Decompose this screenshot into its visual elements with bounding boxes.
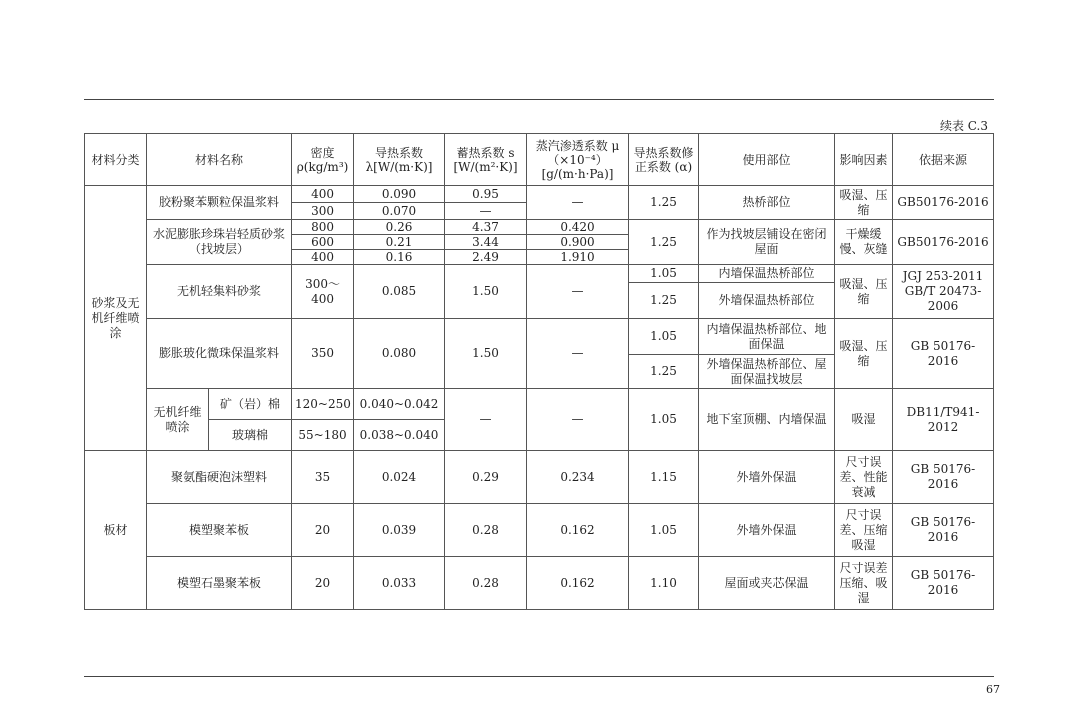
correction-cell: 1.05 [629,389,699,451]
table-row [85,265,994,283]
correction-cell: 1.10 [629,557,699,610]
density-cell: 600 [292,235,354,250]
header-usage: 使用部位 [699,134,835,186]
conductivity-cell: 0.090 [354,186,445,203]
source-cell: GB 50176-2016 [893,504,994,557]
correction-cell: 1.25 [629,283,699,319]
correction-cell: 1.25 [629,355,699,389]
vapor-cell: — [527,319,629,389]
density-cell: 120~250 [292,389,354,420]
source-cell: GB50176-2016 [893,220,994,265]
source-cell: GB50176-2016 [893,186,994,220]
bottom-rule [84,676,994,677]
heat-storage-cell: 1.50 [445,319,527,389]
material-name: 无机轻集料砂浆 [147,265,292,319]
table-row [85,451,994,504]
usage-cell: 地下室顶棚、内墙保温 [699,389,835,451]
header-row [85,134,994,186]
table-row [85,389,994,420]
heat-storage-cell: — [445,389,527,451]
page-number: 67 [986,683,1000,696]
factor-cell: 尺寸误差、性能衰减 [835,451,893,504]
conductivity-cell: 0.033 [354,557,445,610]
heat-storage-cell: 0.95 [445,186,527,203]
material-name: 无机纤维喷涂 [147,389,209,451]
table-row [85,504,994,557]
conductivity-cell: 0.16 [354,250,445,265]
heat-storage-cell: 4.37 [445,220,527,235]
table-row [85,220,994,235]
conductivity-cell: 0.039 [354,504,445,557]
heat-storage-cell: 1.50 [445,265,527,319]
table-caption: 续表 C.3 [939,119,988,133]
header-conductivity: 导热系数 λ[W/(m·K)] [354,134,445,186]
vapor-cell: — [527,186,629,220]
correction-cell: 1.05 [629,504,699,557]
factor-cell: 尺寸误差压缩、吸湿 [835,557,893,610]
factor-cell: 吸湿、压缩 [835,265,893,319]
sub-material-name: 玻璃棉 [209,420,292,451]
header-correction: 导热系数修正系数 (α) [629,134,699,186]
density-cell: 400 [292,250,354,265]
density-cell: 300 [292,203,354,220]
vapor-cell: 0.234 [527,451,629,504]
factor-cell: 吸湿、压缩 [835,186,893,220]
correction-cell: 1.15 [629,451,699,504]
usage-cell: 外墙外保温 [699,504,835,557]
heat-storage-cell: 2.49 [445,250,527,265]
density-cell: 350 [292,319,354,389]
source-cell: GB 50176-2016 [893,451,994,504]
conductivity-cell: 0.040~0.042 [354,389,445,420]
correction-cell: 1.05 [629,265,699,283]
heat-storage-cell: 0.28 [445,557,527,610]
correction-cell: 1.25 [629,186,699,220]
vapor-cell: — [527,389,629,451]
density-cell: 20 [292,504,354,557]
materials-table [84,133,994,610]
density-cell: 400 [292,186,354,203]
heat-storage-cell: 0.28 [445,504,527,557]
heat-storage-cell: — [445,203,527,220]
factor-cell: 干燥缓慢、灰缝 [835,220,893,265]
vapor-cell: 0.162 [527,557,629,610]
correction-cell: 1.25 [629,220,699,265]
heat-storage-cell: 0.29 [445,451,527,504]
usage-cell: 内墙保温热桥部位 [699,265,835,283]
vapor-cell: 0.162 [527,504,629,557]
source-cell: DB11/T941-2012 [893,389,994,451]
header-factor: 影响因素 [835,134,893,186]
density-cell: 35 [292,451,354,504]
table-row [85,319,994,355]
usage-cell: 热桥部位 [699,186,835,220]
material-name: 水泥膨胀珍珠岩轻质砂浆（找坡层） [147,220,292,265]
header-density: 密度 ρ(kg/m³) [292,134,354,186]
top-rule [84,99,994,100]
header-heat-storage: 蓄热系数 s [W/(m²·K)] [445,134,527,186]
density-cell: 300～400 [292,265,354,319]
material-name: 膨胀玻化微珠保温浆料 [147,319,292,389]
usage-cell: 外墙保温热桥部位、屋面保温找坡层 [699,355,835,389]
conductivity-cell: 0.21 [354,235,445,250]
usage-cell: 屋面或夹芯保温 [699,557,835,610]
usage-cell: 外墙保温热桥部位 [699,283,835,319]
material-name: 模塑聚苯板 [147,504,292,557]
conductivity-cell: 0.085 [354,265,445,319]
usage-cell: 内墙保温热桥部位、地面保温 [699,319,835,355]
source-cell: GB 50176-2016 [893,319,994,389]
vapor-cell: 0.900 [527,235,629,250]
conductivity-cell: 0.080 [354,319,445,389]
usage-cell: 外墙外保温 [699,451,835,504]
conductivity-cell: 0.070 [354,203,445,220]
vapor-cell: — [527,265,629,319]
vapor-cell: 0.420 [527,220,629,235]
correction-cell: 1.05 [629,319,699,355]
group-board: 板材 [85,451,147,610]
material-name: 聚氨酯硬泡沫塑料 [147,451,292,504]
header-name: 材料名称 [147,134,292,186]
table-row [85,186,994,203]
factor-cell: 吸湿、压缩 [835,319,893,389]
conductivity-cell: 0.038~0.040 [354,420,445,451]
header-source: 依据来源 [893,134,994,186]
material-name: 模塑石墨聚苯板 [147,557,292,610]
density-cell: 55~180 [292,420,354,451]
conductivity-cell: 0.26 [354,220,445,235]
usage-cell: 作为找坡层铺设在密闭屋面 [699,220,835,265]
sub-material-name: 矿（岩）棉 [209,389,292,420]
header-vapor: 蒸汽渗透系数 μ（×10⁻⁴）[g/(m·h·Pa)] [527,134,629,186]
heat-storage-cell: 3.44 [445,235,527,250]
table-row [85,557,994,610]
vapor-cell: 1.910 [527,250,629,265]
factor-cell: 尺寸误差、压缩吸湿 [835,504,893,557]
factor-cell: 吸湿 [835,389,893,451]
material-name: 胶粉聚苯颗粒保温浆料 [147,186,292,220]
header-category: 材料分类 [85,134,147,186]
group-mortar: 砂浆及无机纤维喷涂 [85,186,147,451]
conductivity-cell: 0.024 [354,451,445,504]
source-cell: GB 50176-2016 [893,557,994,610]
source-cell: JGJ 253-2011 GB/T 20473-2006 [893,265,994,319]
density-cell: 800 [292,220,354,235]
density-cell: 20 [292,557,354,610]
